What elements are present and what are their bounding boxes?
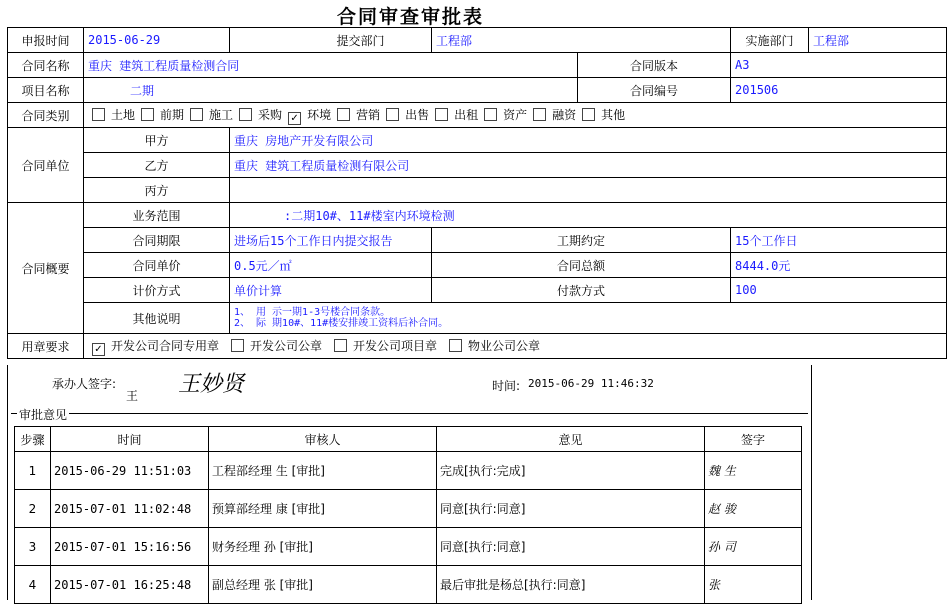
signature-cell: 张 xyxy=(705,566,802,604)
category-checkbox[interactable] xyxy=(190,108,203,121)
category-option[interactable] xyxy=(284,108,331,122)
project-name-value: 二期 xyxy=(84,78,578,103)
row-party-b xyxy=(8,153,947,178)
impl-dept-label: 实施部门 xyxy=(731,28,809,53)
unit-price-value: 0.5元／㎡ xyxy=(230,253,432,278)
category-option[interactable] xyxy=(382,108,429,122)
duration-label: 工期约定 xyxy=(432,228,731,253)
row-scope xyxy=(8,203,947,228)
category-option[interactable] xyxy=(333,108,380,122)
sign-time-label: 时间: xyxy=(492,379,521,393)
category-checkbox[interactable] xyxy=(141,108,154,121)
submit-dept-label: 提交部门 xyxy=(230,28,432,53)
category-option-label: 营销 xyxy=(356,107,381,122)
impl-dept-value: 工程部 xyxy=(809,28,947,53)
category-option-label: 环境 xyxy=(307,107,332,122)
row-project-name xyxy=(8,78,947,103)
seal-checkbox[interactable] xyxy=(449,339,462,352)
category-option-label: 前期 xyxy=(160,107,185,122)
seal-checkbox[interactable] xyxy=(231,339,244,352)
approval-legend: 审批意见 xyxy=(19,408,68,422)
table-row xyxy=(15,566,802,604)
seal-label: 用章要求 xyxy=(8,334,84,359)
party-c-value xyxy=(230,178,947,203)
seal-option-label: 物业公司公章 xyxy=(468,338,541,353)
category-option[interactable] xyxy=(137,108,184,122)
opinion-cell: 最后审批是杨总[执行:同意] xyxy=(437,566,705,604)
report-time-label: 申报时间 xyxy=(8,28,84,53)
other-line-1: 1、 用 示一期1-3号楼合同条款。 xyxy=(234,307,391,318)
category-checkbox[interactable] xyxy=(533,108,546,121)
row-pricing xyxy=(8,278,947,303)
category-option-label: 资产 xyxy=(503,107,528,122)
row-party-c xyxy=(8,178,947,203)
category-option[interactable] xyxy=(431,108,478,122)
signer-label: 承办人签字: xyxy=(52,377,117,391)
reviewer-cell: 工程部经理 生 [审批] xyxy=(209,452,437,490)
submit-dept-value: 工程部 xyxy=(432,28,731,53)
total-label: 合同总额 xyxy=(432,253,731,278)
row-seal xyxy=(8,334,947,359)
period-label: 合同期限 xyxy=(84,228,230,253)
opinion-cell: 同意[执行:同意] xyxy=(437,490,705,528)
time-cell: 2015-06-29 11:51:03 xyxy=(51,452,209,490)
seal-option[interactable] xyxy=(88,339,219,353)
category-option-label: 其他 xyxy=(601,107,626,122)
seal-option-label: 开发公司合同专用章 xyxy=(111,338,220,353)
contract-name-label: 合同名称 xyxy=(8,53,84,78)
sign-time-value: 2015-06-29 11:46:32 xyxy=(528,377,654,390)
report-time-value: 2015-06-29 xyxy=(84,28,230,53)
time-cell: 2015-07-01 15:16:56 xyxy=(51,528,209,566)
header-reviewer: 审核人 xyxy=(209,427,437,452)
party-c-label: 丙方 xyxy=(84,178,230,203)
contract-version-value: A3 xyxy=(731,53,947,78)
seal-checkbox[interactable]: ✓ xyxy=(92,343,105,356)
table-row xyxy=(15,452,802,490)
row-party-a xyxy=(8,128,947,153)
total-value: 8444.0元 xyxy=(731,253,947,278)
other-line-2: 2、 际 期10#、11#楼安排竣工资料后补合同。 xyxy=(234,318,449,329)
summary-label: 合同概要 xyxy=(8,203,84,334)
seal-option[interactable] xyxy=(227,339,322,353)
step-cell: 1 xyxy=(15,452,51,490)
seal-option[interactable] xyxy=(445,339,540,353)
step-cell: 4 xyxy=(15,566,51,604)
pricing-label: 计价方式 xyxy=(84,278,230,303)
category-option[interactable] xyxy=(186,108,233,122)
category-options xyxy=(84,103,947,128)
period-value: 进场后15个工作日内提交报告 xyxy=(230,228,432,253)
category-option-label: 出租 xyxy=(454,107,479,122)
row-report-time xyxy=(8,28,947,53)
header-step: 步骤 xyxy=(15,427,51,452)
unit-label: 合同单位 xyxy=(8,128,84,203)
category-checkbox[interactable] xyxy=(484,108,497,121)
other-label: 其他说明 xyxy=(84,303,230,334)
payment-value: 100 xyxy=(731,278,947,303)
reviewer-cell: 副总经理 张 [审批] xyxy=(209,566,437,604)
header-signature: 签字 xyxy=(705,427,802,452)
opinion-cell: 完成[执行:完成] xyxy=(437,452,705,490)
category-checkbox[interactable]: ✓ xyxy=(288,112,301,125)
category-option-label: 融资 xyxy=(552,107,577,122)
category-option-label: 土地 xyxy=(111,107,136,122)
table-row xyxy=(15,490,802,528)
seal-checkbox[interactable] xyxy=(334,339,347,352)
contract-form-table xyxy=(7,27,947,359)
unit-price-label: 合同单价 xyxy=(84,253,230,278)
reviewer-cell: 预算部经理 康 [审批] xyxy=(209,490,437,528)
time-cell: 2015-07-01 11:02:48 xyxy=(51,490,209,528)
contract-name-value: 重庆 建筑工程质量检测合同 xyxy=(84,53,578,78)
category-option-label: 出售 xyxy=(405,107,430,122)
party-b-label: 乙方 xyxy=(84,153,230,178)
seal-option-label: 开发公司公章 xyxy=(250,338,323,353)
pricing-value: 单价计算 xyxy=(230,278,432,303)
row-other xyxy=(8,303,947,334)
party-a-label: 甲方 xyxy=(84,128,230,153)
scope-value: :二期10#、11#楼室内环境检测 xyxy=(230,203,947,228)
category-checkbox[interactable] xyxy=(92,108,105,121)
project-name-label: 项目名称 xyxy=(8,78,84,103)
approval-table xyxy=(14,426,802,604)
page-title: 合同审查审批表 xyxy=(336,6,484,28)
header-opinion: 意见 xyxy=(437,427,705,452)
reviewer-cell: 财务经理 孙 [审批] xyxy=(209,528,437,566)
seal-option-label: 开发公司项目章 xyxy=(353,338,438,353)
signature-cell: 赵 骏 xyxy=(705,490,802,528)
payment-label: 付款方式 xyxy=(432,278,731,303)
row-contract-name xyxy=(8,53,947,78)
contract-version-label: 合同版本 xyxy=(578,53,731,78)
signature-cell: 孙 司 xyxy=(705,528,802,566)
category-option[interactable] xyxy=(480,108,527,122)
signer-name: 王 xyxy=(126,389,139,403)
scope-label: 业务范围 xyxy=(84,203,230,228)
category-option[interactable] xyxy=(529,108,576,122)
contract-no-label: 合同编号 xyxy=(578,78,731,103)
step-cell: 3 xyxy=(15,528,51,566)
row-unit-price xyxy=(8,253,947,278)
category-checkbox[interactable] xyxy=(337,108,350,121)
approval-header-row xyxy=(15,427,802,452)
category-label: 合同类别 xyxy=(8,103,84,128)
category-option[interactable] xyxy=(88,108,135,122)
party-b-value: 重庆 建筑工程质量检测有限公司 xyxy=(230,153,947,178)
seal-option[interactable] xyxy=(330,339,437,353)
signer-signature: 王妙贤 xyxy=(178,372,245,397)
table-row xyxy=(15,528,802,566)
row-category xyxy=(8,103,947,128)
category-option[interactable] xyxy=(578,108,625,122)
category-checkbox[interactable] xyxy=(582,108,595,121)
other-value xyxy=(230,303,947,334)
seal-options xyxy=(84,334,947,359)
category-checkbox[interactable] xyxy=(386,108,399,121)
party-a-value: 重庆 房地产开发有限公司 xyxy=(230,128,947,153)
signature-cell: 魏 生 xyxy=(705,452,802,490)
row-period xyxy=(8,228,947,253)
category-checkbox[interactable] xyxy=(239,108,252,121)
duration-value: 15个工作日 xyxy=(731,228,947,253)
opinion-cell: 同意[执行:同意] xyxy=(437,528,705,566)
contract-no-value: 201506 xyxy=(731,78,947,103)
category-option-label: 施工 xyxy=(209,107,234,122)
category-option-label: 采购 xyxy=(258,107,283,122)
step-cell: 2 xyxy=(15,490,51,528)
header-time: 时间 xyxy=(51,427,209,452)
time-cell: 2015-07-01 16:25:48 xyxy=(51,566,209,604)
category-checkbox[interactable] xyxy=(435,108,448,121)
category-option[interactable] xyxy=(235,108,282,122)
